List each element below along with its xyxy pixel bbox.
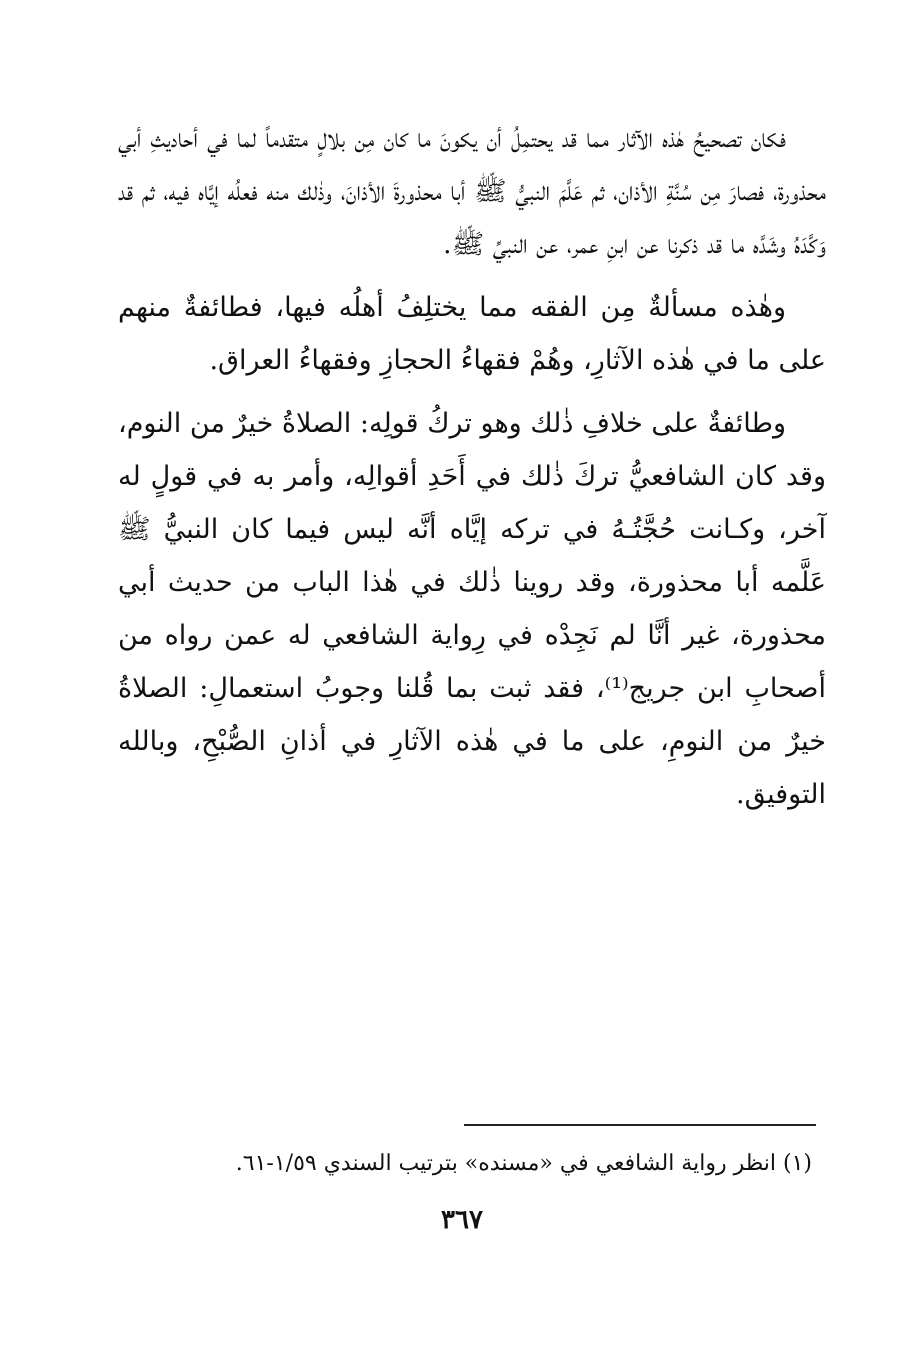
footnote-divider <box>464 1124 816 1126</box>
footnote: (١) انظر رواية الشافعي في «مسنده» بترتيب السندي ١/٥٩-٦١. <box>235 1151 812 1176</box>
paragraph-2: وهٰذه مسألةٌ مِن الفقه مما يختلِفُ أهلُه فيها، فطائفةٌ منهم على ما في هٰذه الآثارِ، وهُمْ فقهاءُ الحجازِ وفقهاءُ العراق. <box>118 292 826 376</box>
main-text <box>118 112 826 831</box>
paragraph-3: وطائفةٌ على خلافِ ذٰلك وهو تركُ قولِه: الصلاةُ خيرٌ من النوم، وقد كان الشافعيُّ تركَ ذٰلك في أَحَدِ أقوالِه، وأمر به في قولٍ له آخر، وكـانت حُجَّتُـهُ في تركه إيَّاه أنَّه ليس فيما كان النبيُّ ﷺ عَلَّمه أبا محذورة، وقد روينا ذٰلك في هٰذا الباب من حديث أبي محذورة، غير أنَّا لم نَجِدْه في رِواية الشافعي له عمن رواه من أصحابِ ابن جريج⁽¹⁾، فقد ثبت بما قُلنا وجوبُ استعمالِ: الصلاةُ خيرٌ من النومِ، على ما في هٰذه الآثارِ في أذانِ الصُّبْحِ، وبالله التوفيق. <box>118 408 827 810</box>
page-number: ٣٦٧ <box>441 1205 483 1235</box>
paragraph-1: فكان تصحيحُ هٰذه الآثار مما قد يحتمِلُ أن يكونَ ما كان مِن بلالٍ متقدماً لما في أحاديثِ أبي محذورة، فصارَ مِن سُنَّةِ الأذان، ثم عَلَّمَ النبيُّ ﷺ أبا محذورةَ الأذانَ، وذٰلك منه فعلُه إيَّاه فيه، ثم قد وَكَّدَهُ وشَدَّه ما قد ذكرنا عن ابنِ عمر، عن النبيِّ ﷺ. <box>118 123 826 260</box>
